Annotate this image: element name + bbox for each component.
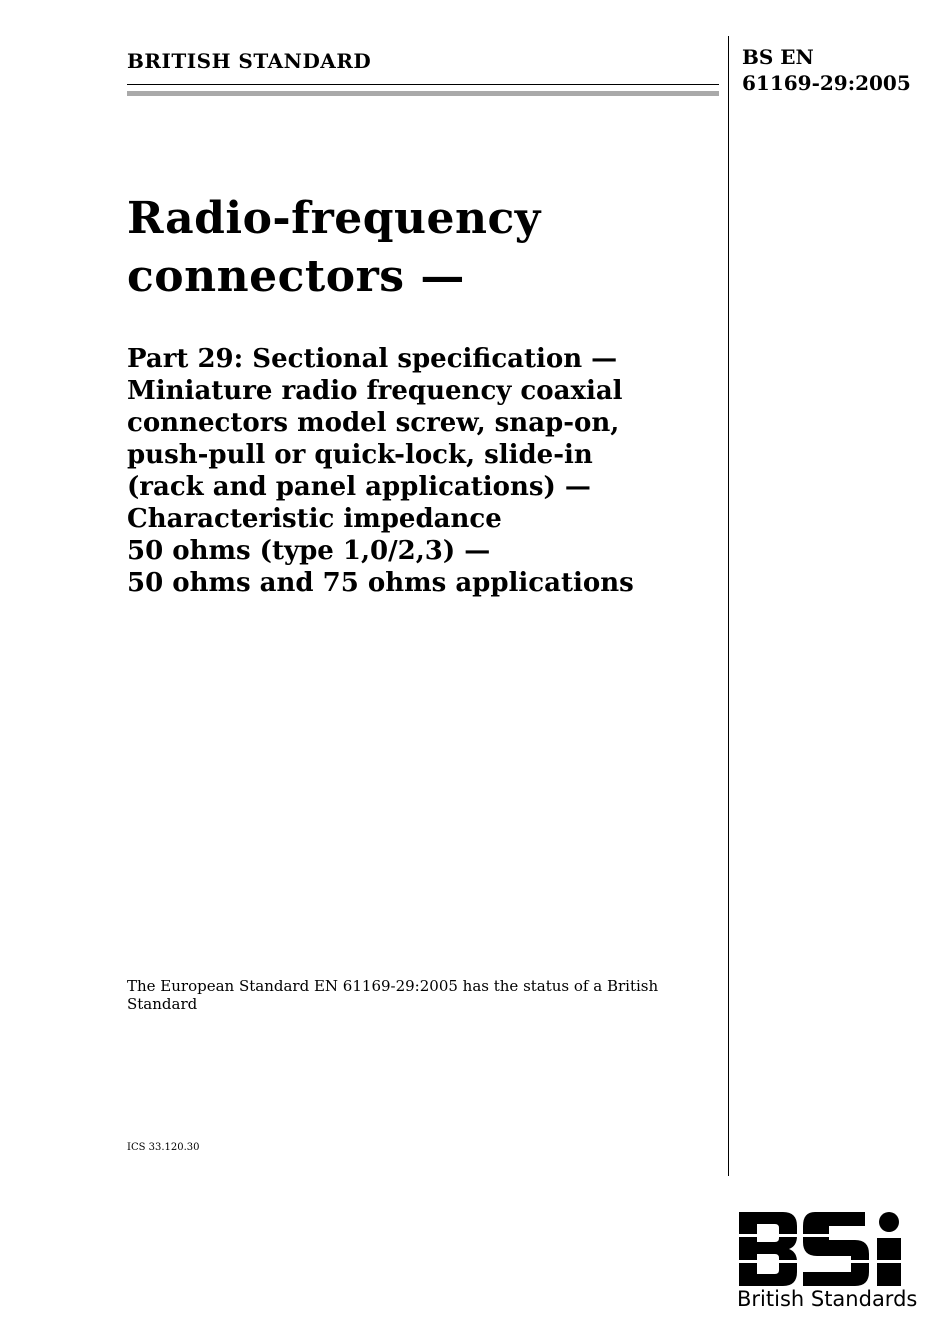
header-rule-thick bbox=[127, 91, 719, 96]
standard-number-line-2: 61169-29:2005 bbox=[742, 71, 911, 95]
subtitle-line-5: (rack and panel applications) — bbox=[127, 472, 591, 502]
main-title bbox=[127, 190, 717, 306]
subtitle-line-7: 50 ohms (type 1,0/2,3) — bbox=[127, 536, 491, 566]
bsi-logo-letter-b bbox=[739, 1212, 797, 1286]
subtitle-line-1: Part 29: Sectional specification — bbox=[127, 344, 618, 374]
standard-number bbox=[742, 44, 911, 96]
subtitle-line-6: Characteristic impedance bbox=[127, 504, 502, 534]
header-rule-thin bbox=[127, 84, 719, 85]
bsi-logo-dot bbox=[879, 1212, 899, 1232]
main-title-line-2: connectors — bbox=[127, 251, 465, 302]
status-text: The European Standard EN 61169-29:2005 has the status of a British Standard bbox=[127, 977, 659, 1013]
standard-number-line-1: BS EN bbox=[742, 45, 814, 69]
subtitle-line-3: connectors model screw, snap-on, bbox=[127, 408, 620, 438]
main-title-line-1: Radio-frequency bbox=[127, 193, 541, 244]
subtitle bbox=[127, 343, 717, 599]
subtitle-line-4: push-pull or quick-lock, slide-in bbox=[127, 440, 593, 470]
bsi-logo-letter-s bbox=[803, 1212, 869, 1286]
logo-caption: British Standards bbox=[737, 1287, 918, 1311]
vertical-divider bbox=[728, 36, 729, 1176]
subtitle-line-2: Miniature radio frequency coaxial bbox=[127, 376, 623, 406]
header-label: BRITISH STANDARD bbox=[127, 49, 372, 73]
subtitle-line-8: 50 ohms and 75 ohms applications bbox=[127, 568, 634, 598]
ics-code: ICS 33.120.30 bbox=[127, 1142, 200, 1153]
